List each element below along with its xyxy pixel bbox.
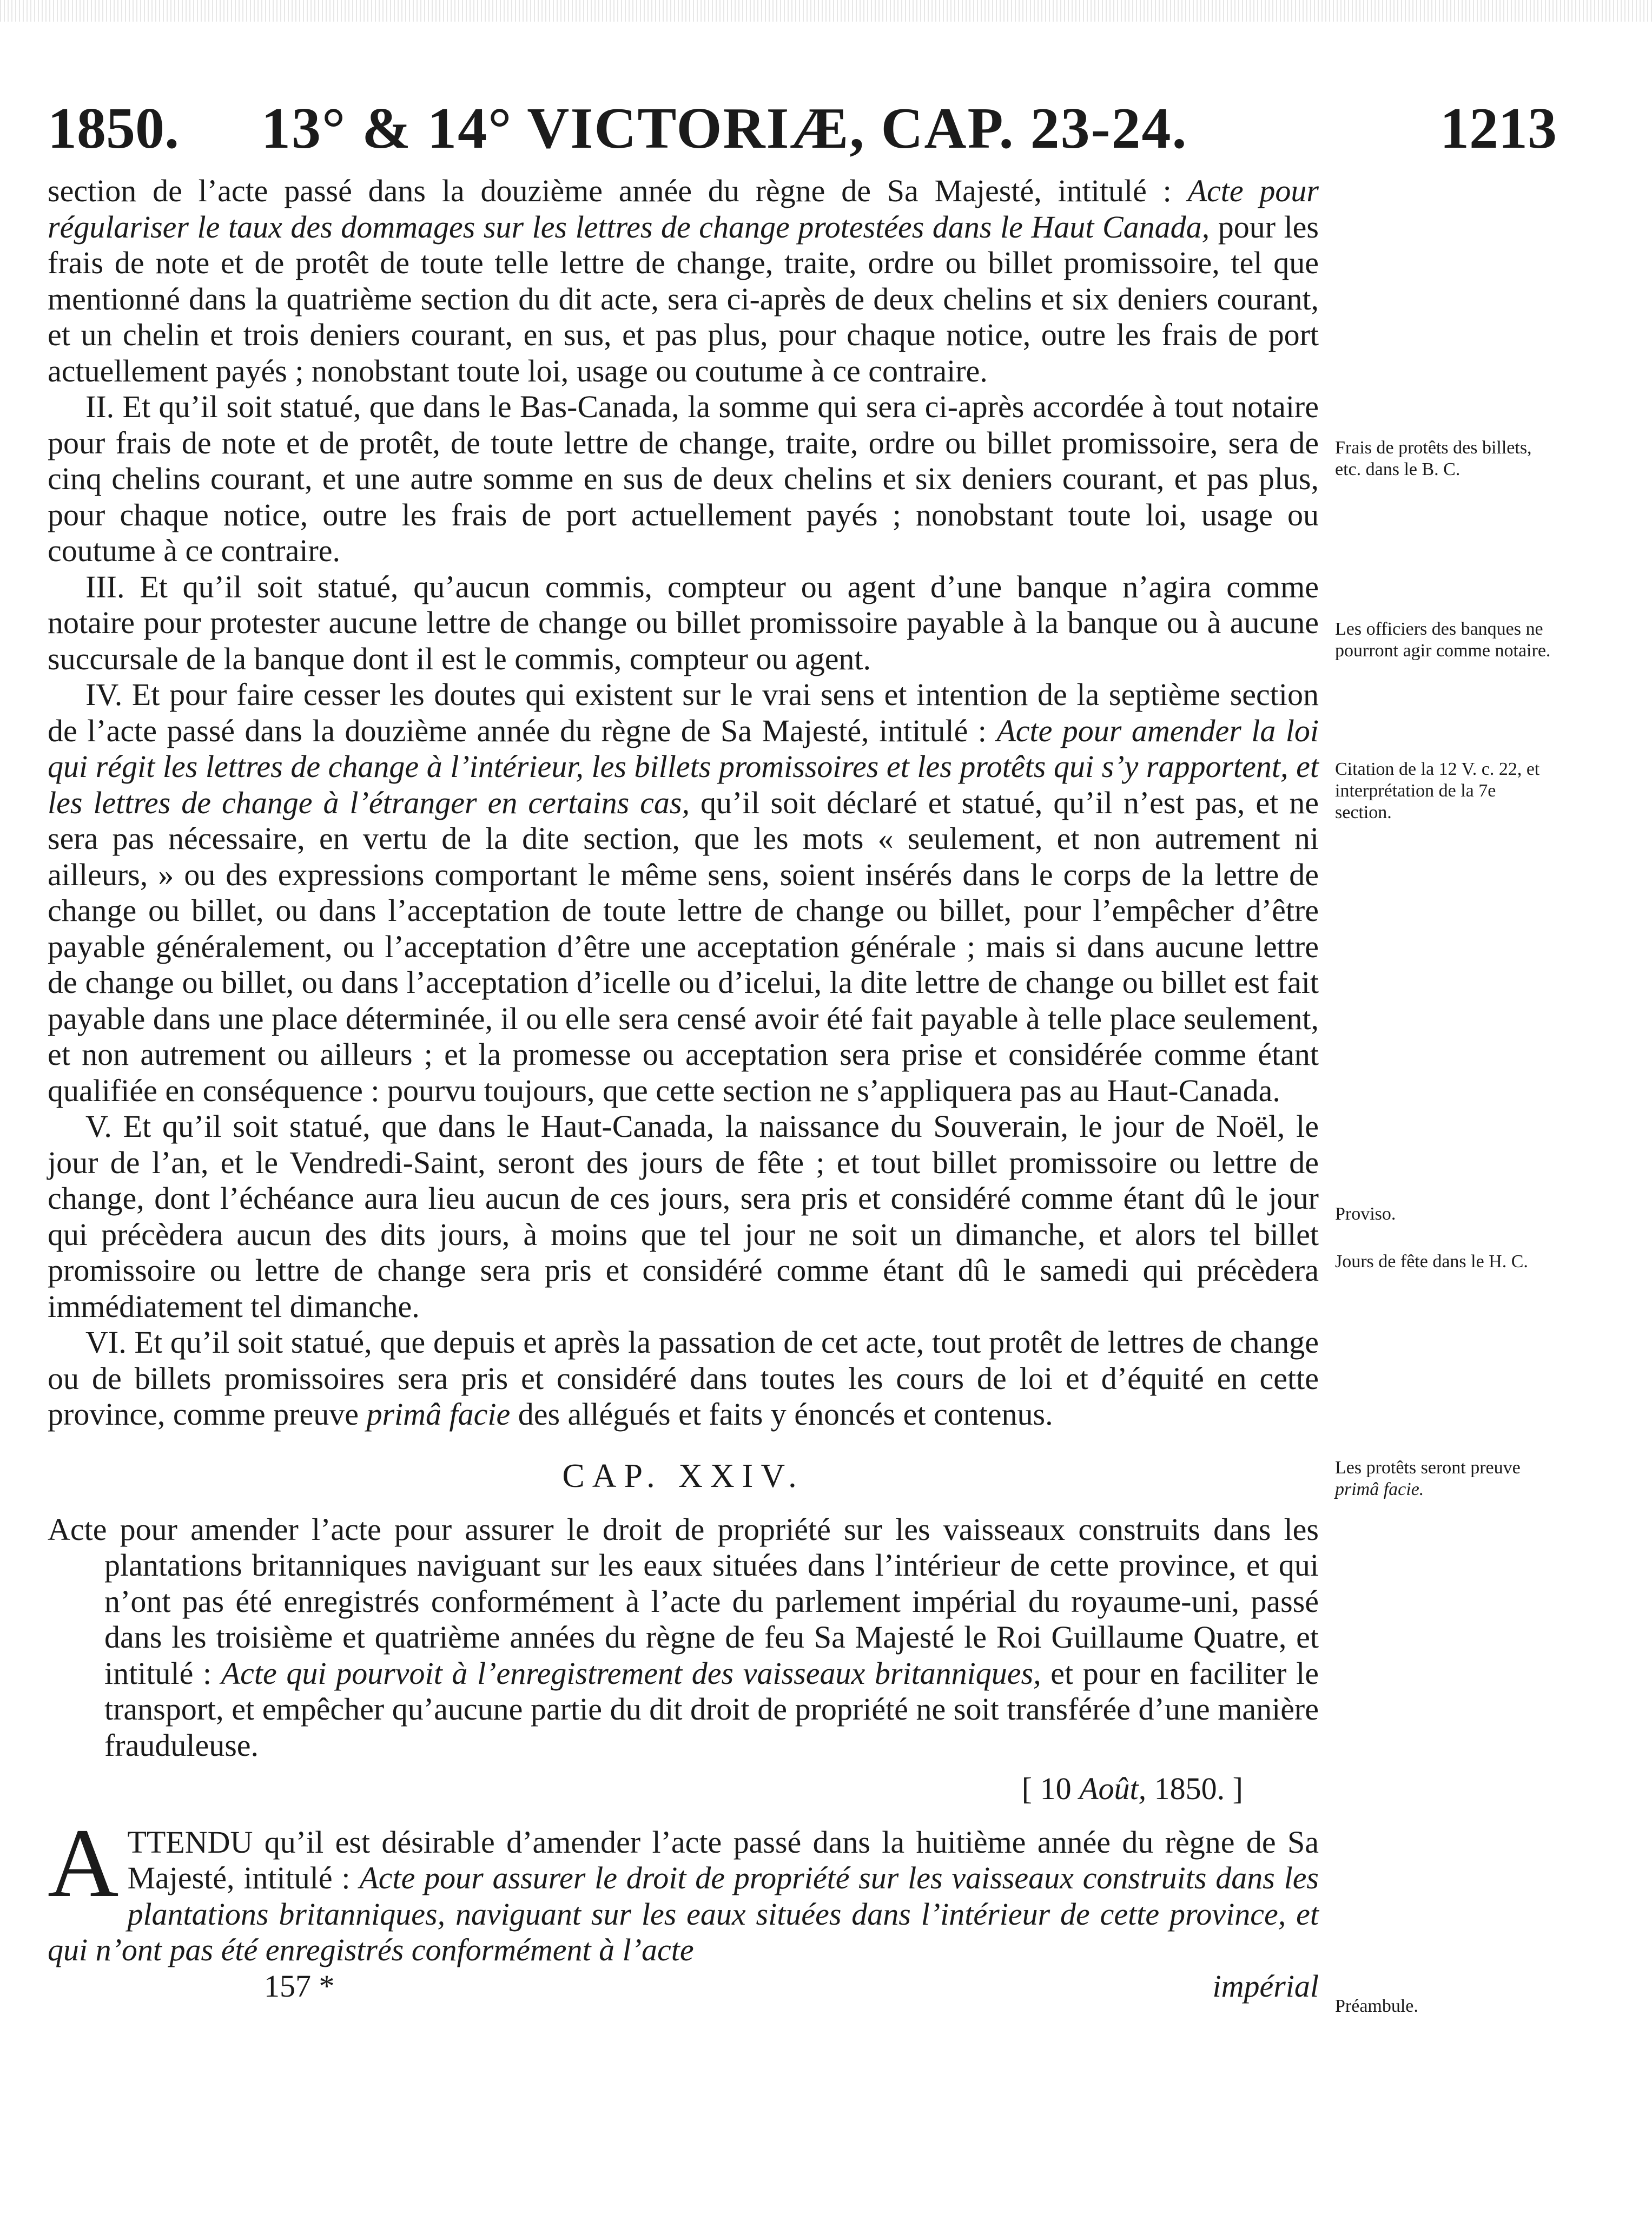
section-6-text-cont: des allégués et faits y énoncés et contenus.	[510, 1397, 1053, 1432]
preamble-text: TTENDU qu’il est désirable d’amender l’acte passé dans la huitième année du règne de Sa Majesté, intitulé :	[127, 1824, 1319, 1895]
section-5: V. Et qu’il soit statué, que dans le Haut-Canada, la naissance du Souverain, le jour de Noël, le jour de l’an, et le Vendredi-Saint, seront des jours de fête ; et tout billet promissoire ou lettre de change, dont l’échéance aura lieu aucun de ces jours, sera pris et considéré comme étant dû le jour qui précèdera aucun des dits jours, à moins que tel jour ne soit un dimanche, et alors tel billet promissoire ou lettre de change sera pris et considéré comme étant dû le samedi qui précèdera immédiatement tel dimanche.	[48, 1109, 1319, 1324]
section-3: III. Et qu’il soit statué, qu’aucun commis, compteur ou agent d’une banque n’agira comme notaire pour protester aucune lettre de change ou billet promissoire payable à la banque ou à aucune succursale de la banque dont il est le commis, compteur ou agent.	[48, 569, 1319, 676]
chapter-summary-text-cont: et pour en faciliter le transport, et empêcher qu’aucune partie du dit droit de propriété ne soit transférée d’une manière frauduleuse.	[104, 1655, 1319, 1763]
chapter-summary-act-title: Acte qui pourvoit à l’enregistrement des vaisseaux britanniques,	[221, 1655, 1041, 1691]
date-close: 1850. ]	[1146, 1771, 1243, 1806]
margin-note-protets-preuve	[1335, 1457, 1557, 1500]
section-2: II. Et qu’il soit statué, que dans le Bas-Canada, la somme qui sera ci-après accordée à tout notaire pour frais de note et de protêt, de toute lettre de change, traite, ordre ou billet promissoire, sera de cinq chelins courant, et une autre somme en sus de deux chelins et six deniers courant, et pas plus, pour chaque notice, outre les frais de port actuellement payés ; nonobstant toute loi, usage ou coutume à ce contraire.	[48, 389, 1319, 568]
section-6-text: VI. Et qu’il soit statué, que depuis et après la passation de cet acte, tout protêt de lettres de change ou de billets promissoires sera pris et considéré dans toutes les cours de loi et d’équité en cette province, comme preuve	[48, 1325, 1319, 1432]
margin-note-protets-text: Les protêts seront preuve	[1335, 1458, 1521, 1478]
section-intro-text: section de l’acte passé dans la douzième année du règne de Sa Majesté, intitulé :	[48, 173, 1188, 208]
margin-note-jours-de-fete: Jours de fête dans le H. C.	[1335, 1252, 1528, 1272]
chapter-title: CAP. XXIV.	[562, 1457, 804, 1494]
footer-row	[48, 1968, 1319, 2004]
preamble-act-title: Acte pour assurer le droit de propriété sur les vaisseaux construits dans les plantations britanniques, naviguant sur les eaux situées dans l’intérieur de cette province, et qui n’ont pas été enregistrés conformément à l’acte	[48, 1860, 1319, 1967]
section-6-prima-facie: primâ facie	[366, 1397, 511, 1432]
scan-edge-top	[0, 0, 1652, 22]
date-open: [ 10	[1021, 1771, 1080, 1806]
section-6	[48, 1325, 1319, 1433]
main-text	[48, 173, 1319, 2004]
running-header	[48, 95, 1557, 162]
margin-note-officiers-banques: Les officiers des banques ne pourront agir comme notaire.	[1335, 619, 1551, 661]
margin-note-prima-facie: primâ facie.	[1335, 1479, 1424, 1499]
chapter-summary-text: Acte pour amender l’acte pour assurer le droit de propriété sur les vaisseaux construits dans les plantations britanniques naviguant sur les eaux situées dans l’intérieur de cette province, et qui n’ont pas été enregistrés conformément à l’acte du parlement impérial du royaume-uni, passé dans les troisième et quatrième années du règne de feu Sa Majesté le Roi Guillaume Quatre, et intitulé :	[48, 1511, 1319, 1691]
header-title: 13° & 14° VICTORIÆ, CAP. 23-24.	[261, 96, 1188, 161]
catchword: impérial	[1212, 1968, 1319, 2004]
act-title-italic: Acte pour régulariser le taux des dommages sur les lettres de change protestées dans le Haut Canada,	[48, 173, 1319, 245]
drop-cap: A	[48, 1808, 119, 1918]
margin-note-frais-protets: Frais de protêts des billets, etc. dans le B. C.	[1335, 438, 1532, 479]
assent-date	[48, 1771, 1319, 1807]
section-intro-text-cont: pour les frais de note et de protêt de toute telle lettre de change, traite, ordre ou billet promissoire, tel que mentionné dans la quatrième section du dit acte, sera ci-après de deux chelins et six deniers courant, et un chelin et trois deniers courant, en sus, et pas plus, pour chaque notice, outre les frais de port actuellement payés ; nonobstant toute loi, usage ou coutume à ce contraire.	[48, 209, 1319, 389]
section-4	[48, 677, 1319, 1109]
preamble	[48, 1808, 1319, 1968]
date-month: Août,	[1079, 1771, 1147, 1806]
section-intro	[48, 173, 1319, 389]
signature-mark: 157 *	[264, 1968, 335, 2004]
section-4-act-title: Acte pour amender la loi qui régit les lettres de change à l’intérieur, les billets promissoires et les protêts qui s’y rapportent, et les lettres de change à l’étranger en certains cas,	[48, 713, 1319, 820]
chapter-summary	[48, 1512, 1319, 1764]
page-number: 1213	[1440, 96, 1557, 161]
section-4-text-cont: qu’il soit déclaré et statué, qu’il n’est pas, et ne sera pas nécessaire, en vertu de la dite section, que les mots « seulement, et non autrement ni ailleurs, » ou des expressions comportant le même sens, soient insérés dans le corps de la lettre de change ou billet, ou dans l’acceptation de toute lettre de change ou billet, pour l’empêcher d’être payable généralement, ou l’acceptation d’être une acceptation générale ; mais si dans aucune lettre de change ou billet, ou dans l’acceptation d’icelle ou d’icelui, la dite lettre de change ou billet est fait payable dans une place déterminée, il ou elle sera censé avoir été fait payable à telle place seulement, et non autrement ou ailleurs ; et la promesse ou acceptation sera prise et considérée comme étant qualifiée en conséquence : pourvu toujours, que cette section ne s’appliquera pas au Haut-Canada.	[48, 785, 1319, 1108]
header-year: 1850.	[48, 96, 179, 161]
section-4-text: IV. Et pour faire cesser les doutes qui existent sur le vrai sens et intention de la septième section de l’acte passé dans la douzième année du règne de Sa Majesté, intitulé :	[48, 677, 1319, 748]
margin-note-citation: Citation de la 12 V. c. 22, et interprétation de la 7e section.	[1335, 759, 1540, 822]
margin-note-proviso: Proviso.	[1335, 1204, 1396, 1224]
margin-note-preambule: Préambule.	[1335, 1996, 1418, 2016]
